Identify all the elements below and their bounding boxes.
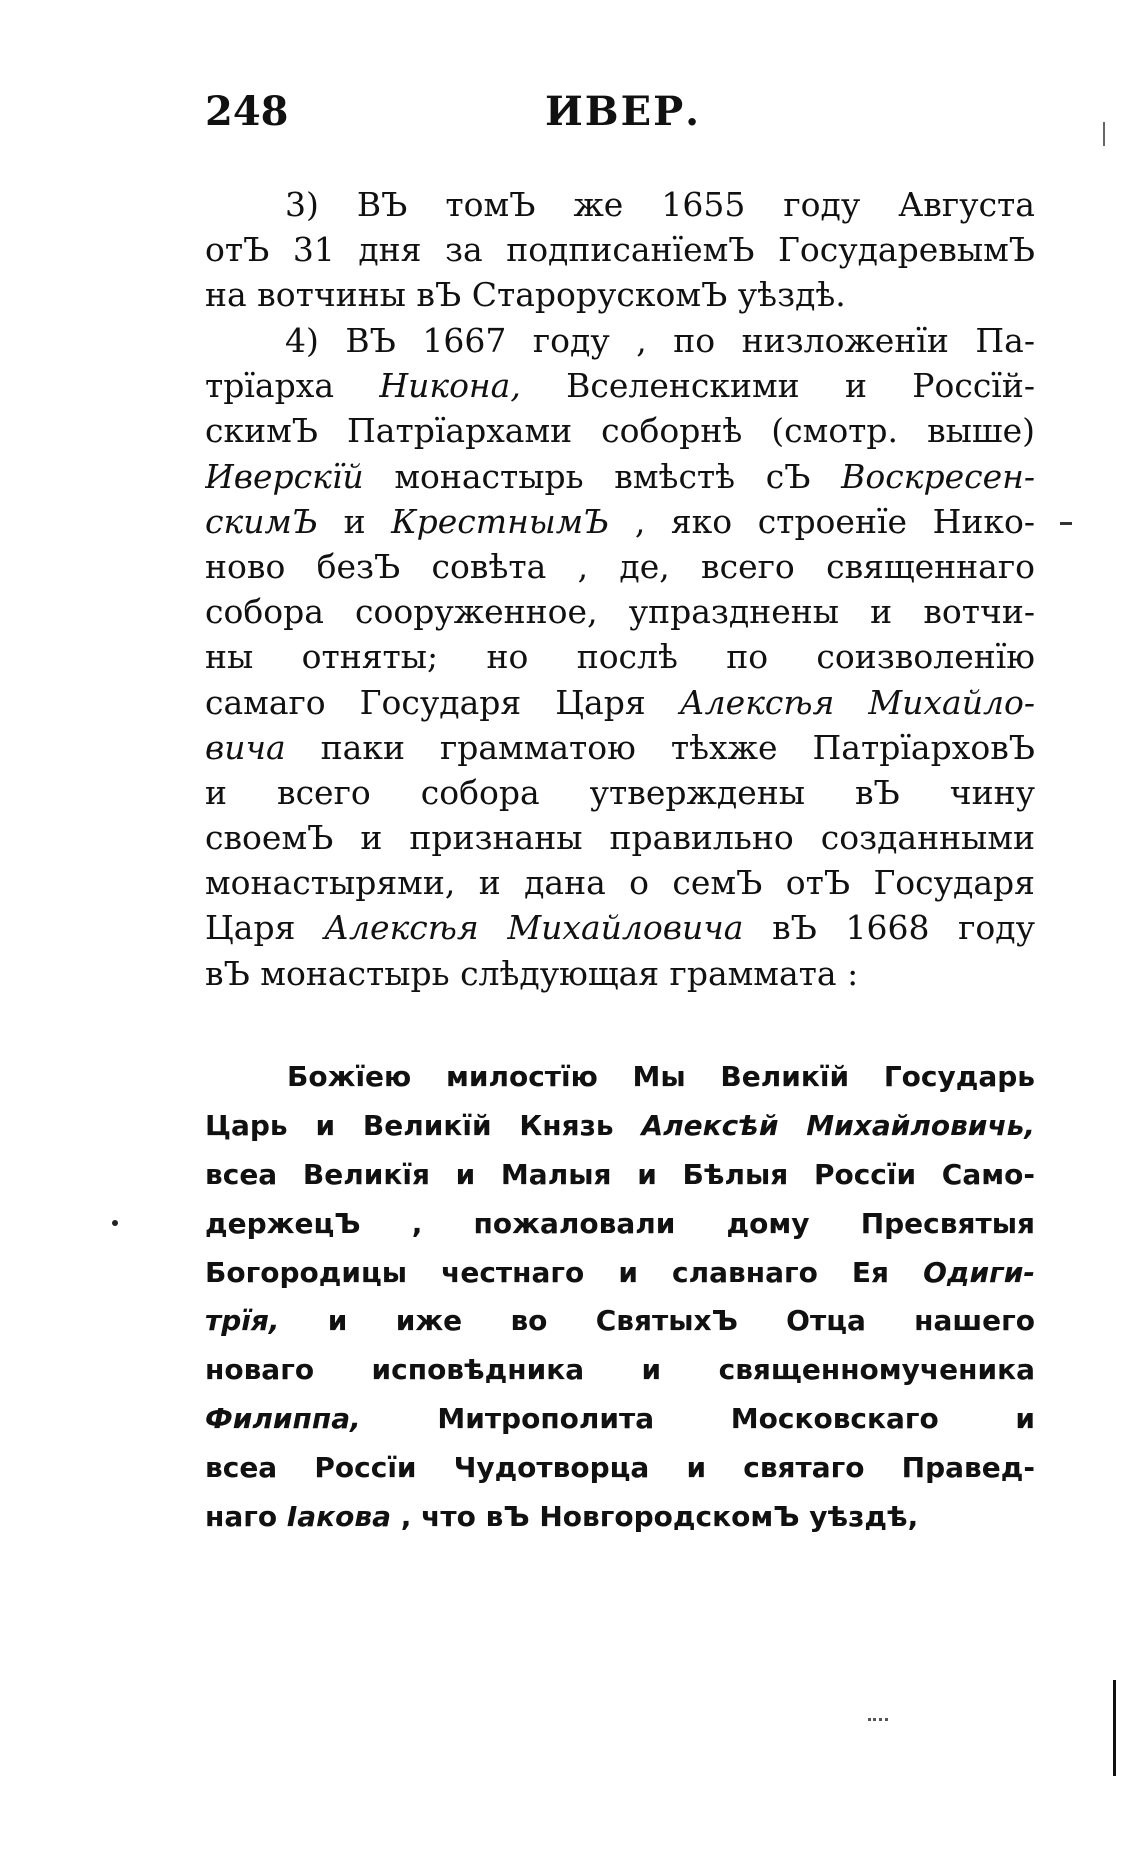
text-run: наго: [205, 1500, 287, 1534]
scan-mark-dot: [112, 1220, 118, 1226]
person-name-alexei-full: Алексѣя Михайловича: [324, 908, 744, 948]
scan-mark-margin: [1060, 522, 1072, 525]
monastery-name-iversky: Иверскїй: [205, 456, 364, 496]
scan-edge-bar: [1113, 1680, 1116, 1776]
scan-mark-top: [1103, 122, 1105, 146]
text-line: ны отняты; но послѣ по соизволенїю: [205, 637, 1035, 677]
person-name-alexei: Алексѣя Михайло-: [679, 682, 1035, 722]
scan-mark-speck: [868, 1718, 888, 1725]
text-run: самаго Государя Царя: [205, 682, 680, 722]
person-name-cont: вича: [205, 727, 286, 767]
charter-line: держецЪ , пожаловали дому Пресвятыя: [205, 1206, 1035, 1240]
text-run: и иже во СвятыхЪ Отца нашего: [279, 1304, 1035, 1338]
text-line: 3) ВЪ томЪ же 1655 году Августа: [285, 185, 1035, 224]
charter-line: [205, 1297, 1035, 1346]
text-run: Богородицы честнаго и славнаго Ея: [205, 1255, 924, 1289]
text-line: [205, 499, 1035, 544]
saint-name-iakov: Iакова: [286, 1500, 392, 1534]
monastery-name-voskresensky: Воскресен-: [841, 456, 1035, 496]
text-run: Царя: [205, 908, 325, 948]
text-run: , яко строенїе Нико-: [609, 501, 1035, 541]
icon-name-hodegetria: Одиги-: [923, 1255, 1035, 1289]
text-run: , что вЪ НовгородскомЪ уѣздѣ,: [391, 1500, 919, 1534]
text-line: 4) ВЪ 1667 году , по низложенїи Па-: [285, 321, 1035, 360]
page-header: [205, 88, 1035, 148]
charter-line: новаго исповѣдника и священномученика: [205, 1353, 1035, 1387]
text-run: Царь и Великїй Князь: [205, 1108, 642, 1142]
charter-line: [205, 1395, 1035, 1444]
text-line: и всего собора утверждены вЪ чину: [205, 772, 1035, 812]
text-run: трїарха: [205, 366, 380, 406]
charter-line: всеа Великїя и Малыя и Бѣлыя Россїи Само-: [205, 1157, 1035, 1191]
text-line: [205, 725, 1035, 770]
text-line: [205, 680, 1035, 725]
monastery-name-cont: скимЪ: [205, 501, 319, 541]
charter-text: [205, 1053, 1035, 1542]
running-head: ИВЕР.: [545, 88, 702, 135]
paragraph-4: [205, 318, 1035, 996]
text-line: отЪ 31 дня за подписанїемЪ ГосударевымЪ: [205, 230, 1035, 270]
text-line: своемЪ и признаны правильно созданными: [205, 818, 1035, 858]
tsar-name: Алексѣй Михайловичь,: [641, 1108, 1035, 1142]
text-run: Вселенскими и Россїй-: [520, 366, 1035, 406]
text-line: скимЪ Патрїархами соборнѣ (смотр. выше): [205, 411, 1035, 451]
charter-line: [205, 1493, 1035, 1542]
charter-line: Божїею милостїю Мы Великїй Государь: [287, 1060, 1035, 1093]
text-line: собора сооруженное, упразднены и вотчи-: [205, 592, 1035, 632]
text-line: [205, 454, 1035, 499]
text-run: и: [318, 501, 392, 541]
person-name-nikon: Никона,: [379, 366, 521, 406]
text-line: на вотчины вЪ СтарорускомЪ уѣздѣ.: [205, 275, 846, 315]
text-run: монастырь вмѣстѣ сЪ: [363, 456, 842, 496]
text-line: [205, 363, 1035, 408]
charter-line: всеа Россїи Чудотворца и святаго Правед-: [205, 1451, 1035, 1485]
text-run: вЪ 1668 году: [743, 908, 1035, 948]
monastery-name-krestny: КрестнымЪ: [391, 501, 610, 541]
paragraph-3: [205, 182, 1035, 318]
text-line: ново безЪ совѣта , де, всего священнаго: [205, 546, 1035, 586]
text-run: Митрополита Московскаго и: [360, 1402, 1035, 1436]
text-line: вЪ монастырь слѣдующая граммата :: [205, 953, 859, 993]
page-number: 248: [205, 88, 289, 135]
saint-name-philipp: Филиппа,: [205, 1402, 361, 1436]
text-line: монастырями, и дана о семЪ отЪ Государя: [205, 863, 1035, 903]
text-line: [205, 905, 1035, 950]
icon-name-cont: трїя,: [205, 1304, 280, 1338]
charter-line: [205, 1102, 1035, 1151]
charter-line: [205, 1249, 1035, 1298]
text-run: паки грамматою тѣхже ПатрїарховЪ: [285, 727, 1035, 767]
